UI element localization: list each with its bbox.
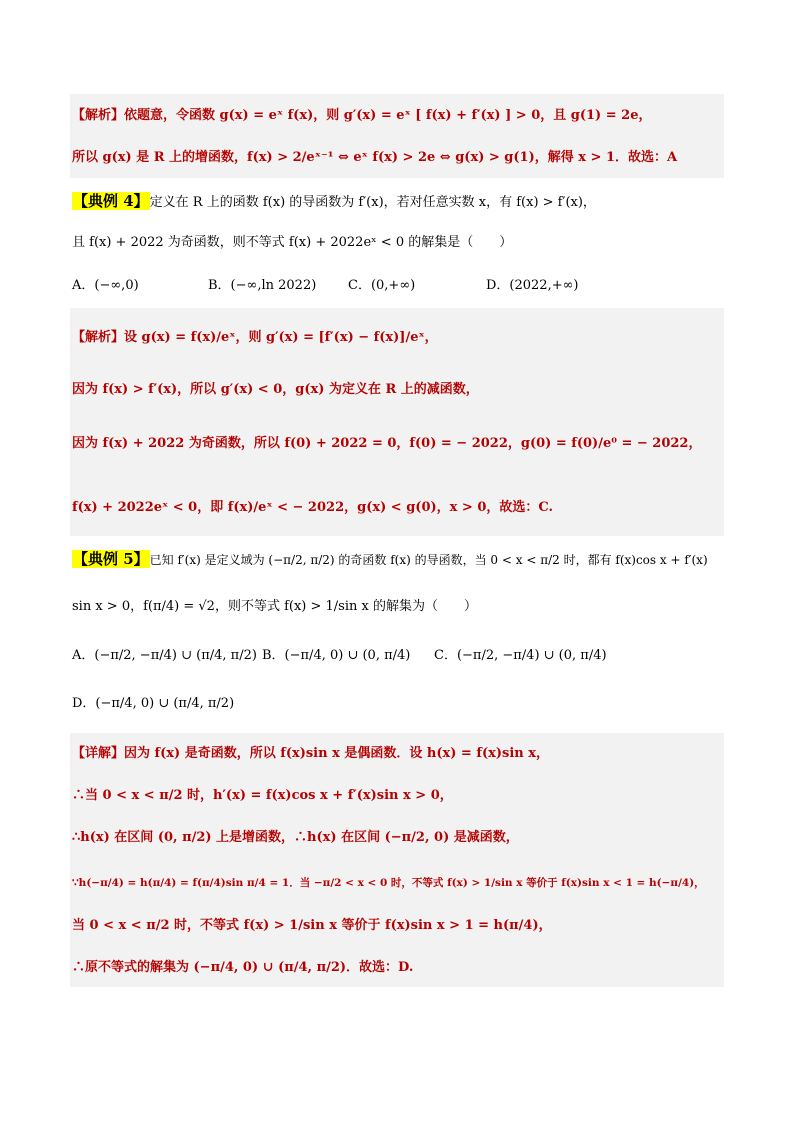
example-5-option-d: D．(−π/4, 0) ∪ (π/4, π/2) [72, 696, 235, 711]
solution-5-line-1: 【详解】因为 f(x) 是奇函数，所以 f(x)sin x 是偶函数．设 h(x) = f(x)sin x， [72, 746, 549, 761]
solution-5-line-5: 当 0 < x < π/2 时，不等式 f(x) > 1/sin x 等价于 f(x)sin x > 1 = h(π/4)， [72, 918, 552, 933]
solution-5-line-4: ∵h(−π/4) = h(π/4) = f(π/4)sin π/4 = 1．当 −π/2 < x < 0 时，不等式 f(x) > 1/sin x 等价于 f(x)sin x < 1 = h(−π/4)， [72, 877, 705, 889]
solution-5-line-2: ∴当 0 < x < π/2 时，h′(x) = f(x)cos x + f′(x)sin x > 0， [72, 788, 453, 803]
example-5-option-b: B．(−π/4, 0) ∪ (0, π/4) [262, 648, 411, 663]
example-4-option-a: A．(−∞,0) [72, 278, 139, 293]
example-5-option-a: A．(−π/2, −π/4) ∪ (π/4, π/2) [72, 648, 257, 663]
solution-5-line-3: ∴h(x) 在区间 (0, π/2) 上是增函数，∴h(x) 在区间 (−π/2, 0) 是减函数， [72, 830, 519, 845]
solution-5-background [70, 733, 724, 987]
solution-4-line-2: 因为 f(x) > f′(x)，所以 g′(x) < 0，g(x) 为定义在 R 上的减函数， [72, 382, 479, 397]
example-4-option-c: C．(0,+∞) [348, 278, 416, 293]
example-5-tag: 【典例 5】 [73, 550, 149, 568]
example-4-tag: 【典例 4】 [73, 192, 149, 210]
solution-5-line-6: ∴原不等式的解集为 (−π/4, 0) ∪ (π/4, π/2)．故选：D. [72, 960, 414, 975]
solution-4-line-3: 因为 f(x) + 2022 为奇函数，所以 f(0) + 2022 = 0，f(0) = − 2022，g(0) = f(0)/e⁰ = − 2022， [72, 436, 702, 451]
example-4-stem-2: 且 f(x) + 2022 为奇函数，则不等式 f(x) + 2022eˣ < 0 的解集是（ ） [72, 235, 513, 250]
example-5-stem-1: 已知 f′(x) 是定义域为 (−π/2, π/2) 的奇函数 f(x) 的导函数，当 0 < x < π/2 时，都有 f(x)cos x + f′(x) [149, 553, 708, 567]
example-4-stem-line-1 [72, 191, 596, 213]
example-4-option-d: D．(2022,+∞) [486, 278, 579, 293]
solution-3-line-1: 【解析】依题意，令函数 g(x) = eˣ f(x)，则 g′(x) = eˣ [ f(x) + f′(x) ] > 0，且 g(1) = 2e， [72, 108, 652, 123]
solution-4-line-4: f(x) + 2022eˣ < 0，即 f(x)/eˣ < − 2022，g(x) < g(0)，x > 0，故选：C. [72, 500, 554, 515]
solution-4-line-1: 【解析】设 g(x) = f(x)/eˣ，则 g′(x) = [f′(x) − f(x)]/eˣ， [72, 330, 438, 345]
example-4-option-b: B．(−∞,ln 2022) [208, 278, 317, 293]
solution-3-line-2: 所以 g(x) 是 R 上的增函数，f(x) > 2/eˣ⁻¹ ⇔ eˣ f(x) > 2e ⇔ g(x) > g(1)，解得 x > 1．故选：A [72, 150, 678, 165]
example-5-stem-2: sin x > 0，f(π/4) = √2，则不等式 f(x) > 1/sin x 的解集为（ ） [72, 599, 477, 614]
example-5-stem-line-1 [72, 549, 708, 570]
example-4-stem-1: 定义在 R 上的函数 f(x) 的导函数为 f′(x)，若对任意实数 x，有 f(x) > f′(x)， [149, 195, 596, 210]
example-5-option-c: C．(−π/2, −π/4) ∪ (0, π/4) [434, 648, 607, 663]
